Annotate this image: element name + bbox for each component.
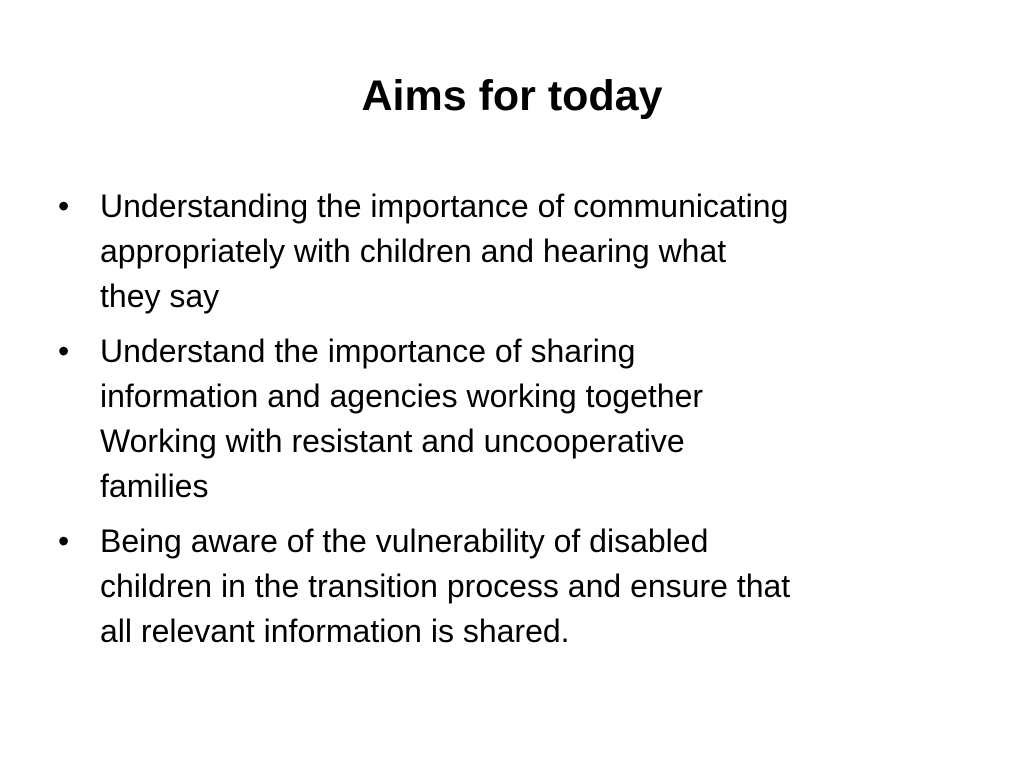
bullet-text-line: Working with resistant and uncooperative — [100, 423, 685, 459]
bullet-text-line: Being aware of the vulnerability of disabled — [100, 523, 709, 559]
bullet-text-line: they say — [100, 278, 220, 314]
bullet-text-line: Understanding the importance of communicating — [100, 188, 789, 224]
bullet-text-line: appropriately with children and hearing what — [100, 233, 727, 269]
bullet-item-vulnerability — [58, 519, 978, 654]
bullet-list — [58, 184, 978, 664]
bullet-item-sharing — [58, 329, 978, 509]
bullet-icon: • — [58, 188, 70, 224]
bullet-text-line: families — [100, 468, 209, 504]
bullet-icon: • — [58, 333, 70, 369]
slide-title: Aims for today — [361, 72, 663, 120]
bullet-text-line: information and agencies working together — [100, 378, 704, 414]
bullet-text-line: all relevant information is shared. — [100, 613, 570, 649]
bullet-item-communicating — [58, 184, 978, 319]
bullet-text-line: Understand the importance of sharing — [100, 333, 636, 369]
bullet-text-line: children in the transition process and ensure that — [100, 568, 791, 604]
bullet-icon: • — [58, 523, 70, 559]
